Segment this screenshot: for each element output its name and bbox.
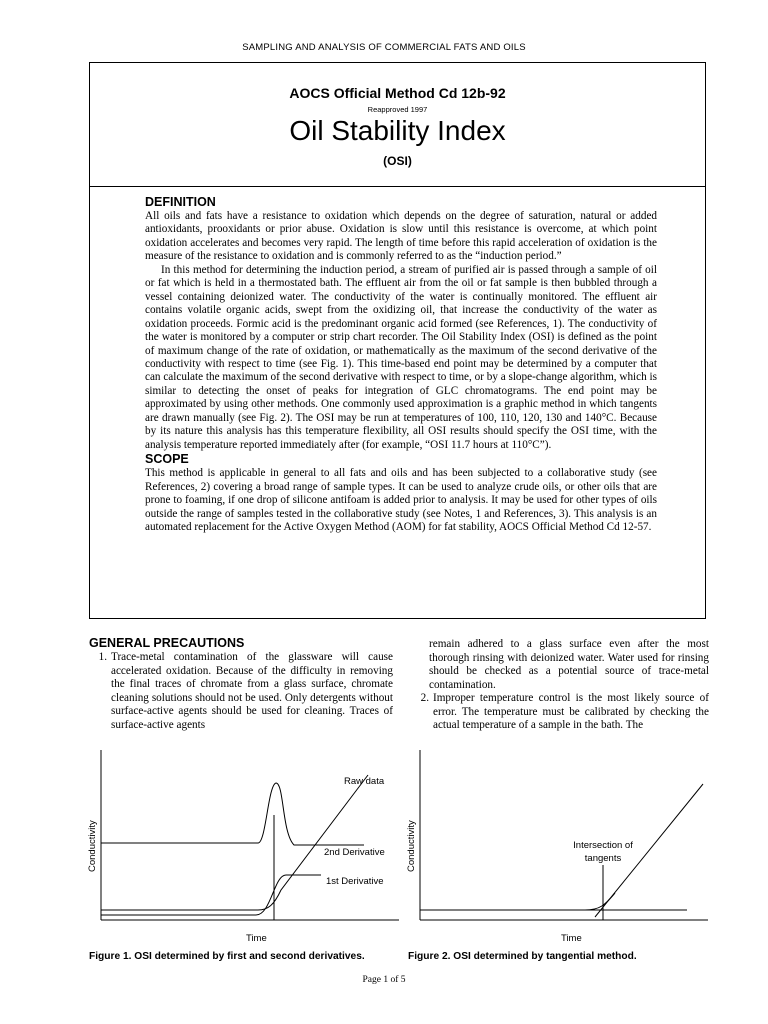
title-block — [90, 63, 705, 187]
title-abbreviation: (OSI) — [383, 154, 412, 168]
right-column — [411, 638, 709, 733]
definition-paragraph-2: In this method for determining the induction period, a stream of purified air is passed through a sample of oil or fat which is held in a thermostated bath. The effluent air from the oil or fat sample is then bubbled through a vessel containing deionized water. The conductivity of the water is continually monitored. The effluent air contains volatile organic acids, swept from the oxidizing oil, that increase the conductivity of the water as oxidation proceeds. Formic acid is the predominant organic acid formed (see References, 1). The conductivity of the water is monitored by a computer or strip chart recorder. The Oil Stability Index (OSI) is defined as the point of maximum change of the rate of oxidation, or mathematically as the maximum of the second derivative of the conductivity with respect to time (see Fig. 1). This time-based end point may be determined by a computer that can calculate the maximum of the second derivative with respect to time, or by a slope-change algorithm, which is similar to detecting the onset of peaks for integration of GLC chromatograms. The end point may be approximated by using other methods. One commonly used approximation is a graphic method in which tangents are drawn manually (see Fig. 2). The OSI may be run at temperatures of 100, 110, 120, 130 and 140°C. Because by its nature this analysis has this temperature flexibility, all OSI results should specify the OSI time, with the analysis temperature reported immediately after (for example, “OSI 11.7 hours at 110°C”). — [145, 263, 657, 451]
figure-1-plot — [86, 745, 406, 950]
method-number: AOCS Official Method Cd 12b-92 — [289, 85, 506, 101]
second-derivative-label: 2nd Derivative — [324, 847, 385, 858]
raw-data-label: Raw data — [344, 776, 385, 787]
figure-2-caption: Figure 2. OSI determined by tangential method. — [408, 951, 637, 962]
running-head: SAMPLING AND ANALYSIS OF COMMERCIAL FATS AND OILS — [242, 42, 526, 53]
definition-heading: DEFINITION — [145, 195, 216, 209]
figure-1-ylabel: Conductivity — [87, 820, 98, 872]
list-item-text: Trace-metal contamination of the glassware will cause accelerated oxidation. Because of the difficulty in removing the final traces of chromate from a glass surface, chromate cleaning solutions should not be used. Only detergents without surface-active agents should be used for cleaning. Traces of surface-active agents — [111, 651, 393, 731]
definition-paragraph-1: All oils and fats have a resistance to oxidation which depends on the degree of saturation, natural or added antioxidants, prooxidants or prior abuse. Oxidation is slow until this resistance is overcome, at which point oxidation accelerates and becomes very rapid. The length of time before this rapid acceleration of oxidation is the measure of the resistance to oxidation and is commonly referred to as the “induction period.” — [145, 210, 657, 263]
figure-2-xlabel: Time — [561, 933, 582, 944]
general-precautions-heading: GENERAL PRECAUTIONS — [89, 636, 245, 650]
list-item — [89, 651, 393, 732]
intersection-label-line-1: Intersection of — [573, 840, 633, 851]
list-item — [411, 692, 709, 733]
conductivity-curve — [420, 893, 615, 910]
frame-body — [145, 195, 657, 534]
scope-paragraph: This method is applicable in general to all fats and oils and has been subjected to a collaborative study (see References, 2) covering a broad range of sample types. It can be used to analyze crude oils, or other oils that are prone to foaming, if one drop of silicone antifoam is added prior to analysis. It may be used for other types of oils outside the range of samples tested in the collaborative study (see Notes, 1 and References, 3). This analysis is an automated replacement for the Active Oxygen Method (AOM) for fat stability, AOCS Official Method Cd 12-57. — [145, 467, 657, 533]
scope-heading: SCOPE — [145, 452, 189, 467]
page-title: Oil Stability Index — [289, 115, 506, 146]
page-footer: Page 1 of 5 — [362, 975, 406, 985]
reapproved-note: Reapproved 1997 — [367, 105, 428, 114]
second-derivative-curve — [101, 783, 364, 845]
figure-1-caption: Figure 1. OSI determined by first and second derivatives. — [89, 951, 365, 962]
list-item-continuation: remain adhered to a glass surface even after the most thorough rinsing with deionized water. Water used for rinsing should be checked as a potential source of trace-metal contamination. — [429, 638, 709, 691]
figure-2 — [405, 745, 715, 950]
list-item-number: 2. — [420, 692, 429, 704]
method-frame — [89, 62, 706, 619]
list-item-text: Improper temperature control is the most likely source of error. The temperature must be calibrated by checking the actual temperature of a sample in the bath. The — [433, 692, 709, 731]
figure-1 — [86, 745, 406, 950]
left-column — [89, 636, 393, 732]
list-item-number: 1. — [98, 651, 107, 663]
figure-2-ylabel: Conductivity — [406, 820, 417, 872]
figure-1-xlabel: Time — [246, 933, 267, 944]
first-derivative-label: 1st Derivative — [326, 876, 384, 887]
figure-2-plot — [405, 745, 715, 950]
intersection-label-line-2: tangents — [584, 853, 622, 864]
